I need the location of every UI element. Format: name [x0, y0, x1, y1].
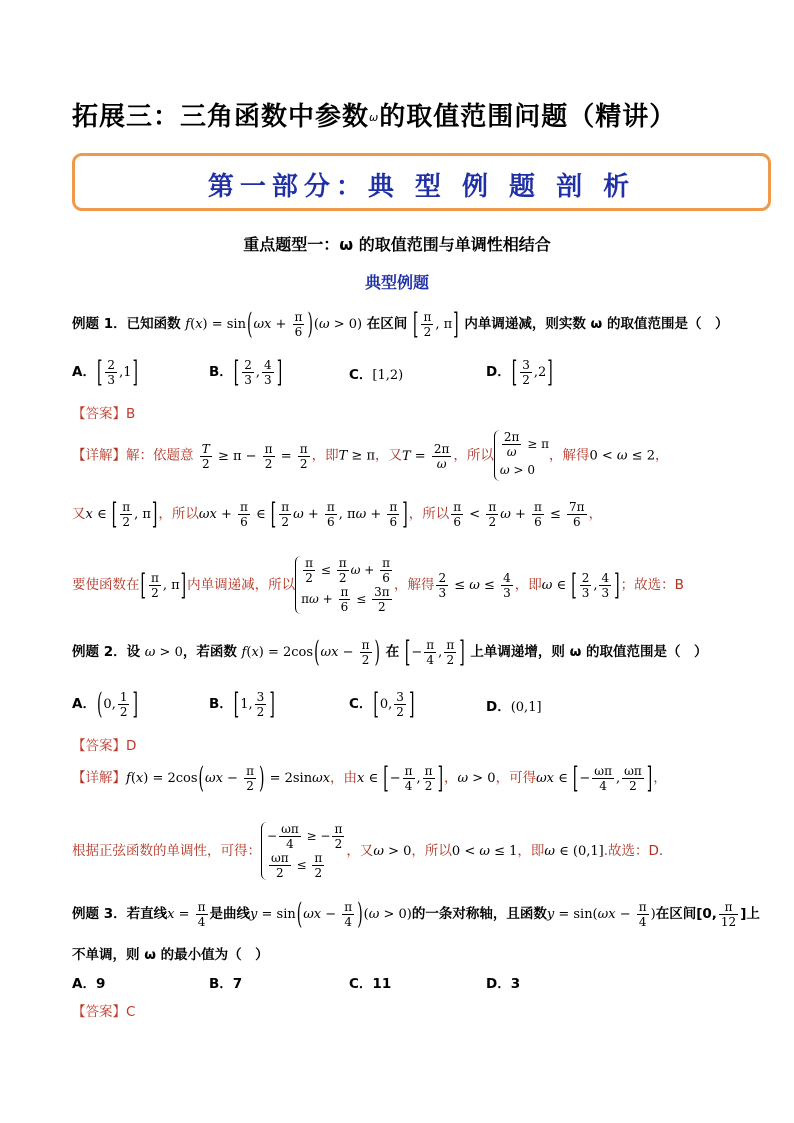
- ex1-function: f(x) = sin(ωx + $\frac{\pi}{6}$ )(ω > 0): [185, 307, 363, 342]
- ex2-answer: 【答案】D: [72, 738, 137, 754]
- ex1-detail-line3: 要使函数在[ $\frac{\pi}{2}$ , π]内单调递减，所以 $\frac{\pi}{2}$ ≤ $\frac{\pi}{2}$ ω + $\frac{\pi}{6}$ πω + $\frac{\pi}{6}$ ≤ $\frac{3\pi}{2}$ ，解得 $\frac{2}{3}$ ≤ ω ≤ $\frac{4}{3}$ ，即ω ∈ [ $\frac{2}{3}$ , $\frac{4}{3}$ ]；故选：B: [72, 556, 684, 614]
- ex1-option-a[interactable]: A．[ $\frac{2}{3}$ ,1]: [72, 355, 138, 390]
- page-title: 拓展三：三角函数中参数ω的取值范围问题（精讲）: [72, 102, 677, 132]
- ex1-option-d[interactable]: D．[ $\frac{3}{2}$ ,2]: [486, 355, 553, 390]
- ex2-option-d[interactable]: D．(0,1]: [486, 699, 542, 715]
- ex1-detail-line1: 【详解】解：依题意 $\frac{T}{2}$ ≥ π − $\frac{\pi}{2}$ = $\frac{\pi}{2}$ ，即T ≥ π，又T = $\frac{2\pi}{\omega}$ ，所以 $\frac{2\pi}{\omega}$ ≥ π ω > 0 ，解得0 < ω ≤ 2，: [72, 430, 668, 481]
- example-1-question: 例题 1．已知函数 f(x) = sin(ωx + $\frac{\pi}{6}$ )(ω > 0) 在区间 [ $\frac{\pi}{2}$ , π] 内单调递减，则实数 ω 的取值范围是（ ）: [72, 307, 729, 342]
- ex3-option-b[interactable]: B．7: [209, 976, 243, 992]
- ex3-answer: 【答案】C: [72, 1004, 136, 1020]
- ex1-interval: [ $\frac{\pi}{2}$ , π]: [413, 307, 459, 342]
- banner-text: 第一部分：典 型 例 题 剖 析: [207, 172, 636, 202]
- ex2-option-b[interactable]: B．[1, $\frac{3}{2}$ ]: [209, 687, 275, 722]
- ex2-function: f(x) = 2cos(ωx − $\frac{\pi}{2}$ ): [241, 635, 380, 670]
- ex3-option-d[interactable]: D．3: [486, 976, 521, 992]
- ex3-option-c[interactable]: C．11: [349, 976, 392, 992]
- ex3-option-a[interactable]: A．9: [72, 976, 106, 992]
- example-2-question: 例题 2．设 ω > 0，若函数 f(x) = 2cos(ωx − $\frac{\pi}{2}$ ) 在 [− $\frac{\pi}{4}$ , $\frac{\pi}{2}$ ] 上单调递增，则 ω 的取值范围是（ ）: [72, 635, 708, 670]
- ex1-option-b[interactable]: B．[ $\frac{2}{3}$ , $\frac{4}{3}$ ]: [209, 355, 283, 390]
- omega-symbol: ω: [369, 111, 380, 124]
- ex1-answer: 【答案】B: [72, 406, 136, 422]
- example-3-question: 例题 3．若直线x = $\frac{\pi}{4}$ 是曲线y = sin(ωx − $\frac{\pi}{4}$ )(ω > 0)的一条对称轴，且函数y = sin(ωx − $\frac{\pi}{4}$ )在区间[0, $\frac{\pi}{12}$ ]上: [72, 897, 760, 932]
- ex1-option-c[interactable]: C．[1,2): [349, 367, 404, 383]
- ex2-option-a[interactable]: A．(0, $\frac{1}{2}$ ]: [72, 687, 138, 722]
- example-3-question-line2: 不单调，则 ω 的最小值为（ ）: [72, 947, 269, 963]
- ex2-detail-line2: 根据正弦函数的单调性，可得： − $\frac{\omega\pi}{4}$ ≥ − $\frac{\pi}{2}$ $\frac{\omega\pi}{2}$ ≤ $\frac{\pi}{2}$ ，又ω > 0，所以0 < ω ≤ 1，即ω ∈ (0,1].故选：D.: [72, 822, 664, 880]
- ex1-detail-line2: 又x ∈ [ $\frac{\pi}{2}$ , π]，所以ωx + $\frac{\pi}{6}$ ∈ [ $\frac{\pi}{2}$ ω + $\frac{\pi}{6}$ , πω + $\frac{\pi}{6}$ ]，所以 $\frac{\pi}{6}$ < $\frac{\pi}{2}$ ω + $\frac{\pi}{6}$ ≤ $\frac{7\pi}{6}$ ，: [72, 497, 603, 532]
- section-subtitle: 典型例题: [364, 273, 429, 292]
- ex2-option-c[interactable]: C．[0, $\frac{3}{2}$ ]: [349, 687, 415, 722]
- ex2-detail-line1: 【详解】f(x) = 2cos(ωx − $\frac{\pi}{2}$ ) = 2sinωx，由x ∈ [− $\frac{\pi}{4}$ , $\frac{\pi}{2}$ ]，ω > 0，可得ωx ∈ [− $\frac{\omega\pi}{4}$ , $\frac{\omega\pi}{2}$ ]，: [72, 761, 667, 796]
- section-banner: [72, 153, 771, 211]
- section-title: 重点题型一：ω 的取值范围与单调性相结合: [243, 235, 551, 254]
